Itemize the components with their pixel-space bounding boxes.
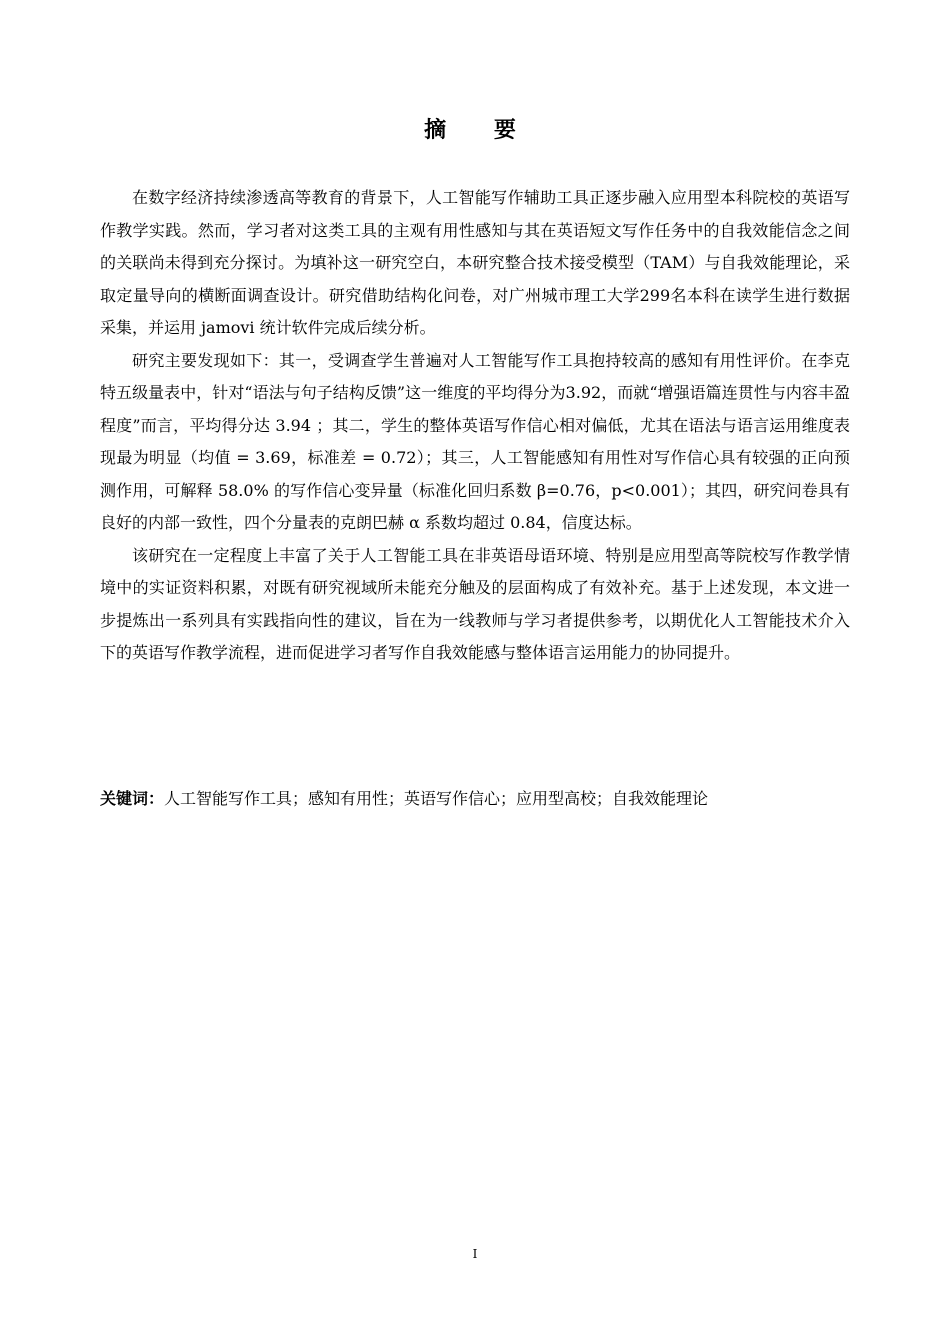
keywords-label: 关键词： [100, 789, 165, 808]
abstract-paragraph-2: 研究主要发现如下：其一，受调查学生普遍对人工智能写作工具抱持较高的感知有用性评价。在李克特五级量表中，针对“语法与句子结构反馈”这一维度的平均得分为3.92，而就“增强语篇连贯性与内容丰盈程度”而言，平均得分达 3.94 ；其二，学生的整体英语写作信心相对偏低，尤其在语法与语言运用维度表现最为明显（均值 = 3.69，标准差 = 0.72）；其三，人工智能感知有用性对写作信心具有较强的正向预测作用，可解释 58.0% 的写作信心变异量（标准化回归系数 β=0.76，p<0.001）；其四，研究问卷具有良好的内部一致性，四个分量表的克朗巴赫 α 系数均超过 0.84，信度达标。 [100, 350, 850, 532]
page-title: 摘 要 [424, 118, 536, 143]
page-number: I [472, 1247, 478, 1261]
keywords-line [100, 783, 850, 815]
keywords-text: 人工智能写作工具；感知有用性；英语写作信心；应用型高校；自我效能理论 [164, 789, 709, 808]
abstract-body [100, 182, 850, 670]
abstract-paragraph-1: 在数字经济持续渗透高等教育的背景下，人工智能写作辅助工具正逐步融入应用型本科院校的英语写作教学实践。然而，学习者对这类工具的主观有用性感知与其在英语短文写作任务中的自我效能信念之间的关联尚未得到充分探讨。为填补这一研究空白，本研究整合技术接受模型（TAM）与自我效能理论，采取定量导向的横断面调查设计。研究借助结构化问卷，对广州城市理工大学299名本科在读学生进行数据采集，并运用 jamovi 统计软件完成后续分析。 [100, 188, 850, 337]
abstract-paragraph-3: 该研究在一定程度上丰富了关于人工智能工具在非英语母语环境、特别是应用型高等院校写作教学情境中的实证资料积累，对既有研究视域所未能充分触及的层面构成了有效补充。基于上述发现，本文进一步提炼出一系列具有实践指向性的建议，旨在为一线教师与学习者提供参考，以期优化人工智能技术介入下的英语写作教学流程，进而促进学习者写作自我效能感与整体语言运用能力的协同提升。 [100, 545, 850, 662]
